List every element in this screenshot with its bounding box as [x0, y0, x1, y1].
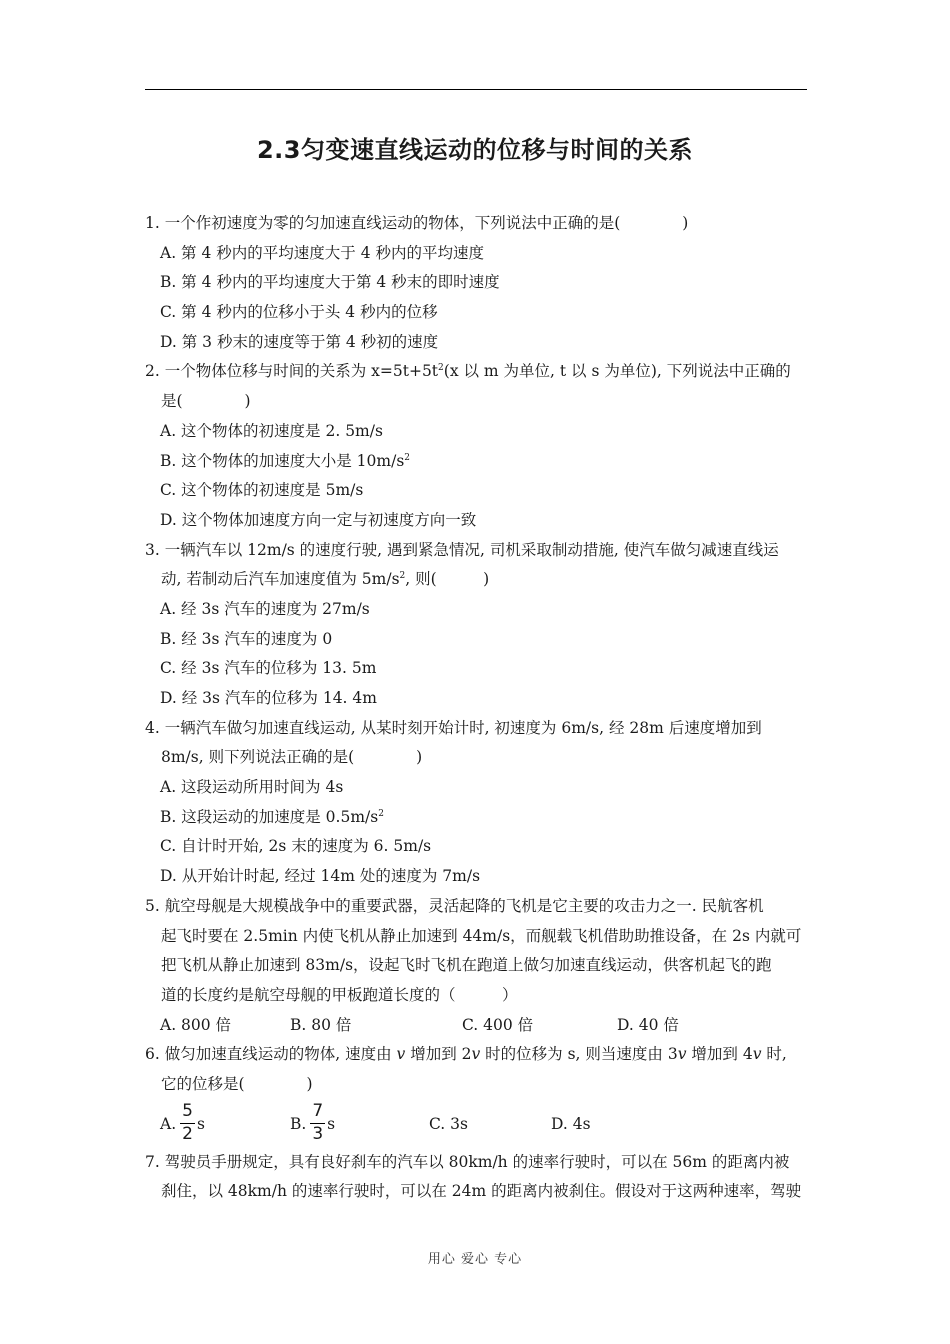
question-6-option-d: D. 4s	[551, 1114, 591, 1133]
question-1-option-b: B. 第 4 秒内的平均速度大于第 4 秒末的即时速度	[160, 273, 500, 292]
question-5-stem-line-3: 把飞机从静止加速到 83m/s，设起飞时飞机在跑道上做匀加速直线运动，供客机起飞的跑	[161, 956, 772, 975]
question-3-continuation-text: 动, 若制动后汽车加速度值为 5m/s	[161, 570, 400, 589]
page-title: 2.3匀变速直线运动的位移与时间的关系	[256, 136, 693, 164]
question-list	[145, 209, 807, 1207]
question-5-option-b: B. 80 倍	[290, 1015, 352, 1034]
question-4-option-b-exponent: 2	[378, 808, 384, 819]
question-6-options	[145, 1100, 807, 1148]
question-6-option-b-label: B.	[290, 1114, 307, 1133]
question-4-stem: 4. 一辆汽车做匀加速直线运动, 从某时刻开始计时, 初速度为 6m/s, 经 28m 后速度增加到	[145, 718, 762, 737]
question-6-text-2: 增加到 2	[405, 1045, 472, 1064]
question-1-stem: 1. 一个作初速度为零的匀加速直线运动的物体，下列说法中正确的是( )	[145, 214, 689, 232]
question-2-stem-text-continued: (x 以 m 为单位, t 以 s 为单位), 下列说法中正确的	[443, 362, 791, 381]
question-2-option-b-exponent: 2	[404, 452, 411, 463]
question-4-option-a: A. 这段运动所用时间为 4s	[160, 778, 344, 797]
question-3-option-c: C. 经 3s 汽车的位移为 13. 5m	[160, 659, 377, 678]
question-6-velocity-symbol: v	[471, 1045, 481, 1064]
question-6-option-a	[160, 1103, 290, 1144]
question-6-option-c: C. 3s	[429, 1114, 468, 1133]
question-6-text-1: 6. 做匀加速直线运动的物体, 速度由	[145, 1045, 397, 1064]
question-4-option-b	[145, 803, 807, 833]
question-3-exponent: 2	[399, 571, 406, 582]
question-6-option-a-unit: s	[196, 1114, 205, 1133]
question-1-option-c: C. 第 4 秒内的位移小于头 4 秒内的位移	[160, 303, 438, 322]
fraction-five-halves	[180, 1103, 195, 1144]
question-5-stem-line-2: 起飞时要在 2.5min 内使飞机从静止加速到 44m/s，而舰载飞机借助助推设备，在 2s 内就可	[161, 926, 802, 945]
question-3-option-b: B. 经 3s 汽车的速度为 0	[160, 629, 333, 648]
question-5-options	[145, 1011, 807, 1041]
question-2-option-b-text: B. 这个物体的加速度大小是 10m/s	[160, 451, 405, 470]
question-4-option-c: C. 自计时开始, 2s 末的速度为 6. 5m/s	[160, 837, 432, 856]
fraction-numerator: 5	[180, 1103, 195, 1124]
fraction-denominator: 2	[182, 1124, 193, 1145]
question-3-stem: 3. 一辆汽车以 12m/s 的速度行驶, 遇到紧急情况, 司机采取制动措施, 使汽车做匀减速直线运	[145, 540, 779, 559]
question-3-option-a: A. 经 3s 汽车的速度为 27m/s	[160, 599, 370, 618]
question-2-stem-continuation: 是( )	[161, 392, 251, 411]
question-6-text-4: 增加到 4	[686, 1045, 753, 1064]
page-footer: 用心 爱心 专心	[427, 1252, 523, 1267]
question-2-option-b	[145, 447, 807, 477]
question-6-text-3: 时的位移为 s, 则当速度由 3	[480, 1045, 678, 1064]
question-3-continuation-end: , 则( )	[405, 570, 490, 589]
header-rule	[145, 89, 807, 90]
question-3-stem-continuation	[145, 565, 807, 595]
question-2-option-c: C. 这个物体的初速度是 5m/s	[160, 481, 364, 500]
question-2-option-a: A. 这个物体的初速度是 2. 5m/s	[160, 421, 383, 440]
question-6-velocity-symbol: v	[677, 1045, 687, 1064]
question-5-stem-line-4: 道的长度约是航空母舰的甲板跑道长度的（ ）	[161, 985, 518, 1004]
question-2-stem	[145, 357, 807, 387]
question-6-stem-continuation: 它的位移是( )	[161, 1074, 313, 1093]
question-6-option-b-unit: s	[327, 1114, 336, 1133]
question-4-stem-continuation: 8m/s, 则下列说法正确的是( )	[161, 748, 423, 767]
question-6-velocity-symbol: v	[396, 1045, 406, 1064]
question-1-option-d: D. 第 3 秒末的速度等于第 4 秒初的速度	[160, 332, 439, 351]
question-5-option-c: C. 400 倍	[462, 1015, 534, 1034]
question-6-text-5: 时,	[761, 1045, 787, 1064]
question-5-option-a: A. 800 倍	[160, 1015, 232, 1034]
question-7-stem-line-2: 刹住，以 48km/h 的速率行驶时，可以在 24m 的距离内被刹住。假设对于这两种速率，驾驶	[161, 1182, 802, 1201]
fraction-seven-thirds	[310, 1103, 325, 1144]
question-7-stem: 7. 驾驶员手册规定，具有良好刹车的汽车以 80km/h 的速率行驶时，可以在 56m 的距离内被	[145, 1152, 790, 1171]
question-2-exponent: 2	[438, 363, 444, 374]
question-1-option-a: A. 第 4 秒内的平均速度大于 4 秒内的平均速度	[160, 243, 484, 262]
question-5-stem: 5. 航空母舰是大规模战争中的重要武器，灵活起降的飞机是它主要的攻击力之一. 民航客机	[145, 896, 764, 915]
question-5-option-d: D. 40 倍	[617, 1015, 679, 1034]
question-2-stem-text: 2. 一个物体位移与时间的关系为 x=5t+5t	[145, 362, 439, 381]
question-4-option-d: D. 从开始计时起, 经过 14m 处的速度为 7m/s	[160, 867, 481, 886]
fraction-numerator: 7	[310, 1103, 325, 1124]
question-2-option-d: D. 这个物体加速度方向一定与初速度方向一致	[160, 510, 477, 529]
question-6-option-b	[290, 1103, 429, 1144]
question-6-option-a-label: A.	[160, 1114, 177, 1133]
question-3-option-d: D. 经 3s 汽车的位移为 14. 4m	[160, 689, 377, 707]
question-4-option-b-text: B. 这段运动的加速度是 0.5m/s	[160, 807, 379, 826]
question-6-stem	[145, 1040, 807, 1070]
fraction-denominator: 3	[312, 1124, 324, 1145]
question-6-velocity-symbol: v	[752, 1045, 762, 1064]
